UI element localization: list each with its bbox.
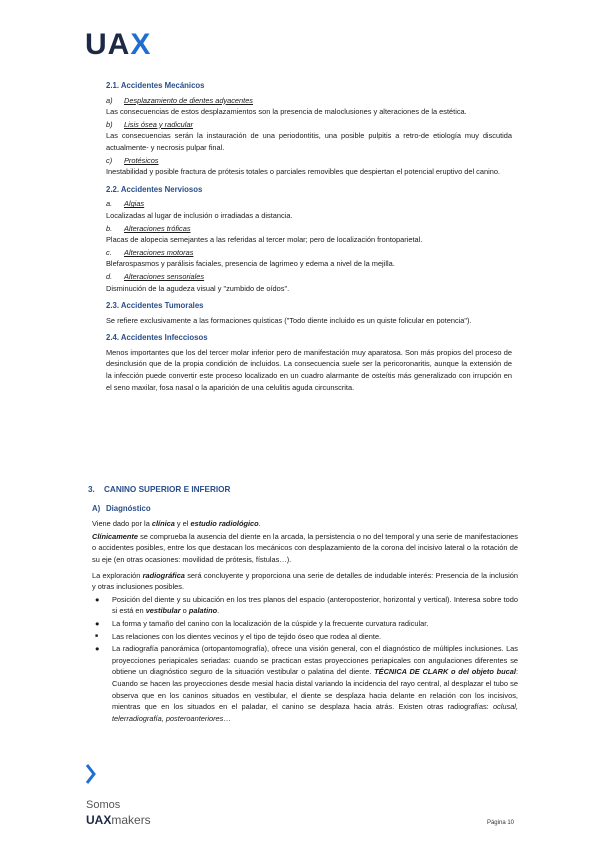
paragraph: Se refiere exclusivamente a las formaciones quísticas ("Todo diente incluido es un quiste folicular en potencia").	[106, 315, 472, 325]
paragraph: Las consecuencias de estos desplazamientos son la presencia de maloclusiones y alteraciones de la estética.	[106, 107, 467, 117]
subsection-title: d. Alteraciones sensoriales	[106, 271, 205, 281]
list-item: ● La radiografía panorámica (ortopantomografía), ofrece una visión general, con el diagnóstico de múltiples inclusiones. Las proyecciones periapicales seriadas: cuando se practican estas proyecciones periapicales con angulaciones diferentes se obtiene un diagnóstico seguro de la situación vestibular o palatina del diente. TÉCNICA DE CLARK o del objeto bucal: Cuando se hacen las proyecciones desde mesial hacia distal variando la incidencia del rayo central, al desplazar el tubo se observa que en los caninos situados en vestibular, el diente se desplaza hacia delante en relación con los incisivos, mientras que en los situados en el paladar, el canino se desplaza hacia atrás. Existen otras radiografías: oclusal, telerradiografía, posteroanteriores…	[95, 644, 518, 723]
section-2-3-heading: 2.3. Accidentes Tumorales	[106, 301, 204, 311]
radiographic-paragraph: La exploración radiográfica será concluyente y proporciona una serie de detalles de indudable interés: Presencia de la inclusión y otras inclusiones posibles.	[92, 570, 518, 592]
chevron-right-icon	[86, 764, 96, 789]
subsection-title: a) Desplazamiento de dientes adyacentes	[106, 95, 254, 105]
canino-section	[88, 484, 518, 725]
clinical-paragraph: Clínicamente se comprueba la ausencia del diente en la arcada, la persistencia o no del temporal y una serie de manifestaciones o accidentes posibles, entre los que destacan los mecánicos con desplazamiento de la corona del incisivo lateral o la rotación de su eje (en otras ocasiones: movilidad de prótesis, fístulas…).	[92, 531, 518, 564]
section-2-4-heading: 2.4. Accidentes Infecciosos	[106, 333, 208, 343]
paragraph: Inestabilidad y posible fractura de prótesis totales o parciales removibles que despiertan el potencial eruptivo del canino.	[106, 167, 500, 177]
subsection-title: c. Alteraciones motoras	[106, 247, 194, 257]
paragraph: Menos importantes que los del tercer molar inferior pero de manifestación muy aparatosa. Son más propios del proceso de desinclusión que de la propia condición de incluidos. La consecuencia suele ser la pericoronaritis, aunque la extensión de la infección puede convertir este proceso localizado en un cuadro alarmante de osteítis más generalizado con irrupción en el seno maxilar, fosa nasal o la aparición de una celulitis aguda circunscrita.	[106, 347, 512, 392]
paragraph: Blefarospasmos y parálisis faciales, presencia de lagrimeo y edema a nivel de la mejilla.	[106, 259, 395, 269]
page-number: Página 10	[486, 820, 514, 826]
subsection-title: b. Alteraciones tróficas	[106, 223, 191, 233]
uax-logo: UAX	[85, 28, 152, 61]
paragraph: Las consecuencias serán la instauración de una periodontitis, una posible pulpitis a retro-de etiología muy discutida actualmente- y necrosis pulpar final.	[106, 131, 512, 152]
list-item: ● La forma y tamaño del canino con la localización de la cúspide y la frecuente curvatura radicular.	[95, 618, 429, 628]
subsection-title: c) Protésicos	[106, 155, 159, 165]
footer-brand: UAXmakers	[86, 813, 151, 827]
footer-logo	[86, 799, 151, 829]
intro-paragraph: Viene dado por la clínica y el estudio radiológico.	[92, 519, 261, 529]
subsection-title: a. Algias	[106, 199, 145, 209]
diagnostico-heading: A) Diagnóstico	[92, 503, 151, 513]
paragraph: Localizadas al lugar de inclusión o irradiadas a distancia.	[106, 210, 293, 220]
radiographic-list	[92, 594, 518, 725]
paragraph: Placas de alopecia semejantes a las referidas al tercer molar; pero de localización frontoparietal.	[106, 235, 423, 245]
subsection-title: b) Lisis ósea y radicular	[106, 119, 194, 129]
accidents-content	[106, 80, 512, 394]
paragraph: Disminución de la agudeza visual y "zumbido de oídos".	[106, 283, 290, 293]
section-2-2-heading: 2.2. Accidentes Nerviosos	[106, 184, 203, 194]
list-item: ■ Las relaciones con los dientes vecinos y el tipo de tejido óseo que rodea al diente.	[95, 631, 382, 641]
section-3-body	[92, 518, 518, 724]
section-3-heading: 3. CANINO SUPERIOR E INFERIOR	[88, 485, 231, 494]
list-item: ● Posición del diente y su ubicación en los tres planos del espacio (anteroposterior, horizontal y vertical). Interesa sobre todo si está en vestibular o palatino.	[95, 594, 518, 616]
footer-somos: Somos	[86, 799, 121, 811]
section-2-1-heading: 2.1. Accidentes Mecánicos	[106, 81, 205, 90]
